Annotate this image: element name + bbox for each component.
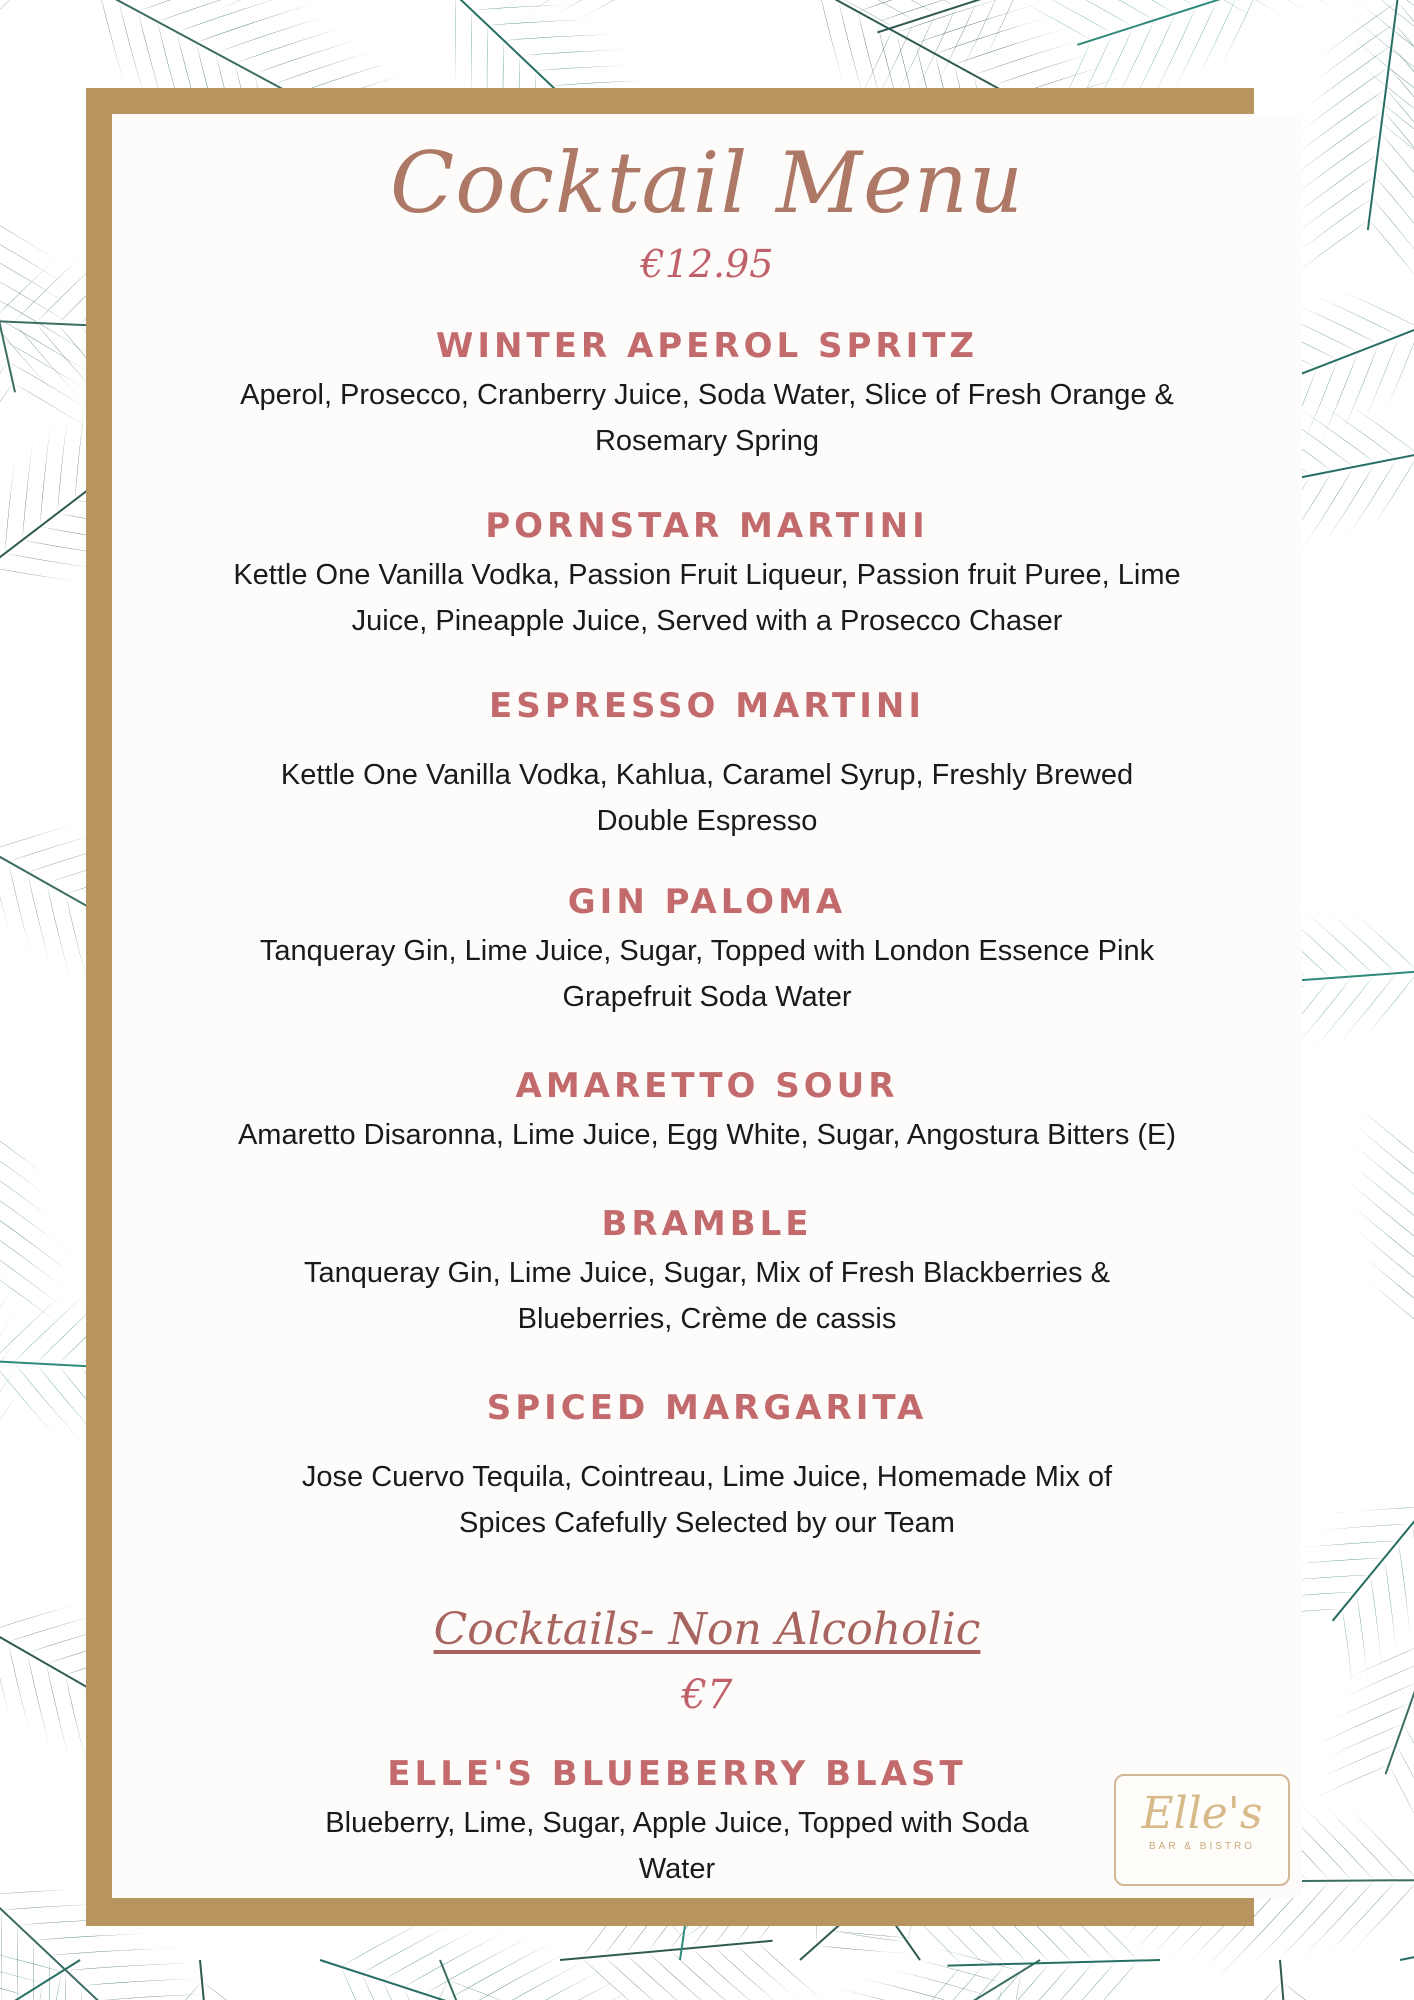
item-name: ESPRESSO MARTINI — [489, 686, 925, 726]
palm-leaf-icon — [1386, 1165, 1414, 1463]
palm-leaf-icon — [1364, 528, 1414, 889]
palm-leaf-icon — [1337, 1091, 1414, 1366]
menu-content — [112, 114, 1302, 1898]
menu-item — [112, 1064, 1302, 1158]
logo-subtitle: BAR & BISTRO — [1148, 1841, 1255, 1852]
palm-leaf-icon — [1137, 0, 1414, 61]
item-description: Aperol, Prosecco, Cranberry Juice, Soda Water, Slice of Fresh Orange & Rosemary Spring — [240, 379, 1174, 457]
palm-leaf-icon — [403, 0, 705, 61]
palm-leaf-icon — [1390, 1515, 1414, 1825]
palm-leaf-icon — [1188, 1952, 1398, 2000]
logo-script: Elle's — [1141, 1788, 1263, 1839]
menu-item — [112, 880, 1302, 1020]
palm-leaf-icon — [0, 1671, 1, 1926]
menu-item — [112, 1202, 1302, 1342]
menu-item — [82, 1752, 1272, 1892]
palm-leaf-icon — [0, 0, 60, 61]
menu-item — [112, 684, 1302, 844]
item-name: GIN PALOMA — [567, 882, 847, 922]
palm-leaf-icon — [0, 1190, 58, 1509]
palm-leaf-icon — [362, 1928, 617, 2000]
palm-leaf-icon — [1359, 523, 1414, 885]
item-description: Amaretto Disaronna, Lime Juice, Egg White, Sugar, Angostura Bitters (E) — [237, 1119, 1177, 1151]
item-name: WINTER APEROL SPRITZ — [435, 326, 979, 366]
cocktail-price: €12.95 — [640, 242, 774, 286]
item-name: SPICED MARGARITA — [486, 1388, 928, 1428]
item-description: Blueberry, Lime, Sugar, Apple Juice, Topped with Soda Water — [325, 1807, 1029, 1885]
item-name: AMARETTO SOUR — [515, 1066, 899, 1106]
item-name: BRAMBLE — [601, 1204, 813, 1244]
palm-leaf-icon — [1381, 1798, 1414, 2000]
palm-leaf-icon — [1377, 1046, 1414, 1336]
item-description: Kettle One Vanilla Vodka, Kahlua, Caramel Syrup, Freshly Brewed Double Espresso — [280, 759, 1134, 837]
item-description: Tanqueray Gin, Lime Juice, Sugar, Topped with London Essence Pink Grapefruit Soda Water — [259, 935, 1155, 1013]
non-alcoholic-price: €7 — [681, 1672, 733, 1718]
menu-item — [112, 504, 1302, 644]
menu-item — [112, 324, 1302, 464]
palm-leaf-icon — [44, 0, 352, 59]
palm-leaf-icon — [374, 0, 633, 19]
palm-leaf-icon — [1368, 460, 1414, 750]
palm-leaf-icon — [0, 1023, 24, 1284]
item-name: ELLE'S BLUEBERRY BLAST — [387, 1754, 967, 1794]
palm-leaf-icon — [1295, 1594, 1414, 1849]
palm-leaf-icon — [110, 1952, 317, 2000]
palm-leaf-icon — [0, 374, 53, 762]
item-description: Tanqueray Gin, Lime Juice, Sugar, Mix of Fresh Blackberries & Blueberries, Crème de cassis — [304, 1257, 1110, 1335]
page-title: Cocktail Menu — [390, 134, 1024, 232]
palm-leaf-icon — [0, 1090, 82, 1348]
elles-logo — [1114, 1774, 1290, 1886]
item-description: Kettle One Vanilla Vodka, Passion Fruit Liqueur, Passion fruit Puree, Lime Juice, Pineapple Juice, Served with a Prosecco Chaser — [233, 559, 1181, 637]
menu-item — [112, 1386, 1302, 1546]
item-name: PORNSTAR MARTINI — [485, 506, 929, 546]
palm-leaf-icon — [17, 0, 264, 22]
non-alcoholic-heading: Cocktails- Non Alcoholic — [433, 1604, 981, 1655]
item-description: Jose Cuervo Tequila, Cointreau, Lime Juice, Homemade Mix of Spices Cafefully Selected by our Team — [301, 1461, 1113, 1539]
